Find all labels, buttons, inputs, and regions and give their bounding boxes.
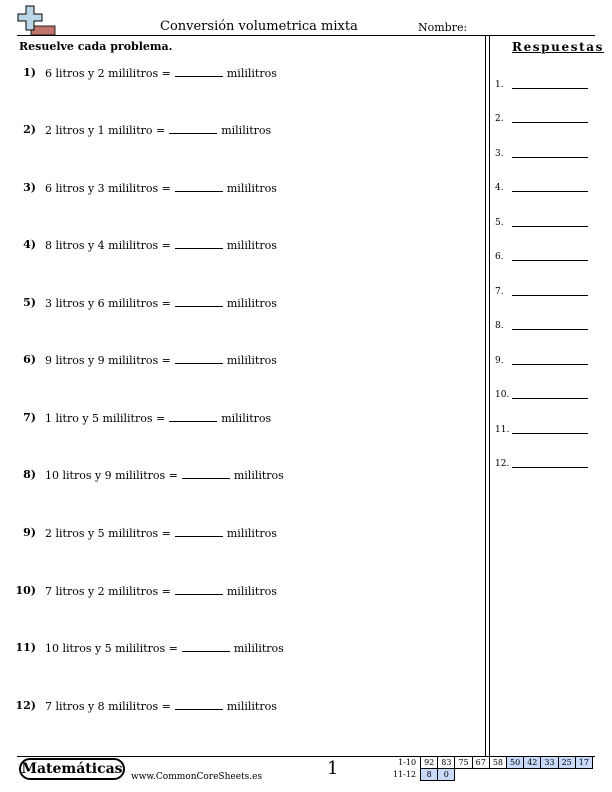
answer-item[interactable] <box>495 459 509 469</box>
answer-label: 6. <box>495 252 504 262</box>
score-cell: 33 <box>541 757 558 769</box>
problem-text: 6 litros y 2 mililitros = <box>45 67 171 80</box>
page-number: 1 <box>327 758 339 779</box>
score-cell: 42 <box>524 757 541 769</box>
answer-label: 10. <box>495 390 510 400</box>
answer-item[interactable] <box>495 356 504 366</box>
score-table <box>393 756 593 781</box>
answer-blank[interactable] <box>175 353 223 364</box>
problem-number: 9) <box>23 526 36 539</box>
problem-text: 3 litros y 6 mililitros = <box>45 297 171 310</box>
answer-item[interactable] <box>495 390 509 400</box>
problem-unit: mililitros <box>226 585 277 598</box>
problem-number: 7) <box>23 411 36 424</box>
answer-label: 4. <box>495 183 504 193</box>
problem-unit: mililitros <box>221 124 272 137</box>
answer-item[interactable] <box>495 425 509 435</box>
answer-blank[interactable] <box>175 181 223 192</box>
problem-text: 10 litros y 9 mililitros = <box>45 469 178 482</box>
problem-number: 2) <box>23 123 36 136</box>
answer-blank[interactable] <box>175 526 223 537</box>
score-cell: 17 <box>575 757 592 769</box>
problem-unit: mililitros <box>226 182 277 195</box>
problem-unit: mililitros <box>221 412 272 425</box>
column-divider-right <box>489 36 490 756</box>
problem-unit: mililitros <box>226 67 277 80</box>
answer-label: 3. <box>495 149 504 159</box>
answer-item[interactable] <box>495 80 504 90</box>
score-row-label: 11-12 <box>393 770 417 779</box>
score-cell: 83 <box>438 757 455 769</box>
problem-number: 5) <box>23 296 36 309</box>
header-divider <box>17 35 595 36</box>
answer-blank[interactable] <box>175 699 223 710</box>
score-cell: 67 <box>472 757 489 769</box>
problem-unit: mililitros <box>233 642 284 655</box>
problem-text: 6 litros y 3 mililitros = <box>45 182 171 195</box>
answer-label: 8. <box>495 321 504 331</box>
answer-label: 1. <box>495 80 504 90</box>
problem-number: 8) <box>23 468 36 481</box>
problem-number: 11) <box>15 641 36 654</box>
problem-text: 7 litros y 2 mililitros = <box>45 585 171 598</box>
score-cell: 8 <box>421 769 438 781</box>
answer-label: 9. <box>495 356 504 366</box>
problem-text: 7 litros y 8 mililitros = <box>45 700 171 713</box>
score-cell: 25 <box>558 757 575 769</box>
problem-unit: mililitros <box>233 469 284 482</box>
site-link[interactable]: www.CommonCoreSheets.es <box>131 772 263 782</box>
problem-number: 10) <box>15 584 36 597</box>
answer-item[interactable] <box>495 252 504 262</box>
answer-label: 2. <box>495 114 504 124</box>
answer-blank[interactable] <box>175 238 223 249</box>
answer-label: 5. <box>495 218 504 228</box>
answer-label: 12. <box>495 459 510 469</box>
score-cell: 50 <box>507 757 524 769</box>
problem-text: 9 litros y 9 mililitros = <box>45 354 171 367</box>
problem-text: 8 litros y 4 mililitros = <box>45 239 171 252</box>
problem-unit: mililitros <box>226 297 277 310</box>
answer-blank[interactable] <box>182 641 230 652</box>
answer-item[interactable] <box>495 183 504 193</box>
answer-blank[interactable] <box>169 411 217 422</box>
answer-item[interactable] <box>495 218 504 228</box>
problem-number: 6) <box>23 353 36 366</box>
answer-blank[interactable] <box>175 296 223 307</box>
answer-blank[interactable] <box>182 468 230 479</box>
answer-label: 7. <box>495 287 504 297</box>
problem-number: 12) <box>15 699 36 712</box>
answer-item[interactable] <box>495 149 504 159</box>
instructions: Resuelve cada problema. <box>19 40 173 53</box>
worksheet-title: Conversión volumetrica mixta <box>160 19 358 34</box>
score-cell: 58 <box>489 757 506 769</box>
score-row <box>393 769 592 781</box>
answer-blank[interactable] <box>175 66 223 77</box>
problem-number: 3) <box>23 181 36 194</box>
problem-unit: mililitros <box>226 354 277 367</box>
problem-text: 2 litros y 5 mililitros = <box>45 527 171 540</box>
score-cell: 92 <box>421 757 438 769</box>
problem-text: 10 litros y 5 mililitros = <box>45 642 178 655</box>
score-cell: 0 <box>438 769 455 781</box>
subject-badge: Matemáticas <box>19 758 125 780</box>
problem-text: 2 litros y 1 mililitro = <box>45 124 166 137</box>
answer-item[interactable] <box>495 321 504 331</box>
score-cell: 75 <box>455 757 472 769</box>
problem-unit: mililitros <box>226 527 277 540</box>
problem-number: 4) <box>23 238 36 251</box>
problem-text: 1 litro y 5 mililitros = <box>45 412 166 425</box>
problem-number: 1) <box>23 66 36 79</box>
score-row-label: 1-10 <box>398 758 417 767</box>
plus-logo-icon <box>17 4 57 38</box>
answer-blank[interactable] <box>169 123 217 134</box>
answer-label: 11. <box>495 425 510 435</box>
problem-unit: mililitros <box>226 239 277 252</box>
answer-blank[interactable] <box>175 584 223 595</box>
problem-unit: mililitros <box>226 700 277 713</box>
answer-item[interactable] <box>495 114 504 124</box>
answers-title: Respuestas <box>512 40 604 54</box>
column-divider-left <box>485 36 486 756</box>
score-row <box>393 757 592 769</box>
name-label: Nombre: <box>418 21 468 34</box>
answer-item[interactable] <box>495 287 504 297</box>
